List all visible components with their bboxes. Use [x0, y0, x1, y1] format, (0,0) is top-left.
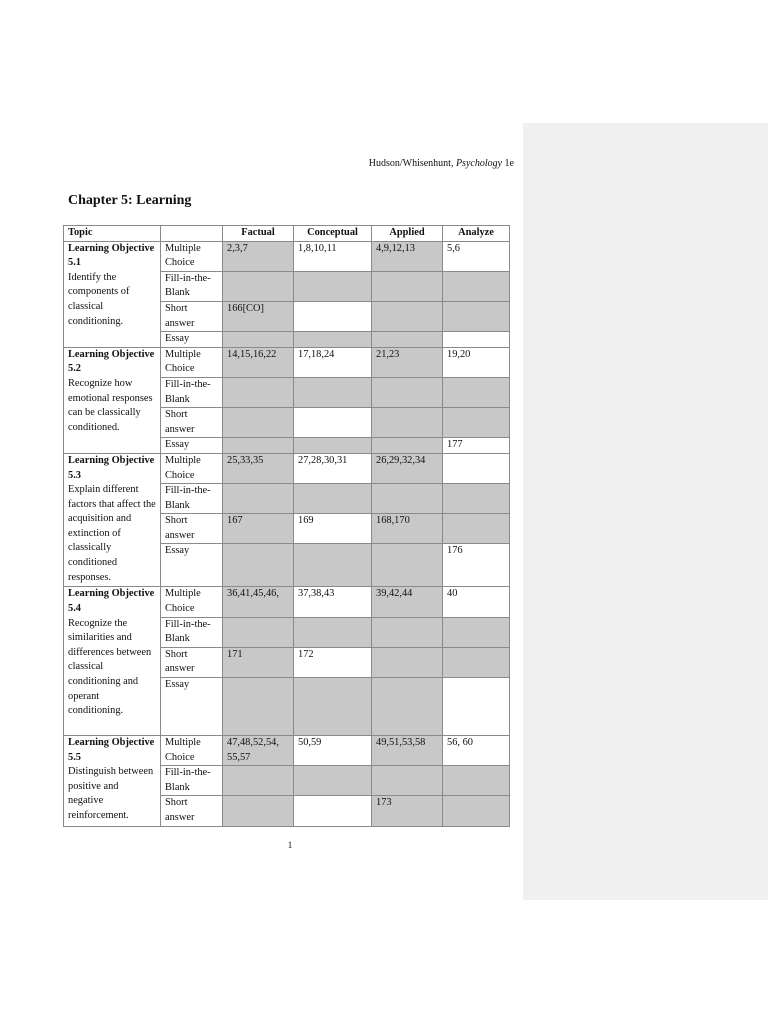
table-header-row — [64, 226, 510, 242]
conceptual-cell — [294, 484, 372, 514]
factual-cell: 166[CO] — [223, 301, 294, 331]
factual-cell — [223, 617, 294, 647]
running-header — [260, 158, 514, 169]
question-type-cell: Essay — [161, 678, 223, 736]
table-row — [64, 453, 510, 483]
objective-description: Explain different factors that affect the acquisition and extinction of classically conditioned responses. — [68, 484, 156, 583]
conceptual-cell: 17,18,24 — [294, 347, 372, 377]
analyze-cell — [443, 766, 510, 796]
applied-cell: 49,51,53,58 — [372, 736, 443, 766]
question-bank-table — [63, 225, 510, 827]
conceptual-cell: 172 — [294, 647, 372, 677]
conceptual-cell — [294, 332, 372, 348]
conceptual-cell: 169 — [294, 514, 372, 544]
header-factual: Factual — [223, 226, 294, 242]
analyze-cell: 40 — [443, 587, 510, 617]
factual-cell: 14,15,16,22 — [223, 347, 294, 377]
objective-description: Recognize the similarities and differences between classical conditioning and operant conditioning. — [68, 617, 152, 717]
question-type-cell: Essay — [161, 544, 223, 587]
applied-cell: 39,42,44 — [372, 587, 443, 617]
header-book-title: Psychology — [455, 158, 503, 169]
analyze-cell — [443, 796, 510, 826]
conceptual-cell — [294, 438, 372, 454]
factual-cell — [223, 484, 294, 514]
applied-cell — [372, 617, 443, 647]
question-type-cell: Fill-in-the-Blank — [161, 377, 223, 407]
conceptual-cell — [294, 408, 372, 438]
analyze-cell: 5,6 — [443, 241, 510, 271]
factual-cell: 47,48,52,54, 55,57 — [223, 736, 294, 766]
applied-cell — [372, 678, 443, 736]
objective-topic-cell — [64, 241, 161, 347]
applied-cell — [372, 438, 443, 454]
factual-cell: 25,33,35 — [223, 453, 294, 483]
table-row — [64, 736, 510, 766]
analyze-cell — [443, 617, 510, 647]
header-question-type — [161, 226, 223, 242]
factual-cell: 167 — [223, 514, 294, 544]
objective-topic-cell — [64, 587, 161, 736]
header-authors: Hudson/Whisenhunt, — [368, 158, 456, 169]
factual-cell — [223, 332, 294, 348]
applied-cell: 173 — [372, 796, 443, 826]
table-row — [64, 587, 510, 617]
question-type-cell: Fill-in-the-Blank — [161, 271, 223, 301]
factual-cell — [223, 377, 294, 407]
question-type-cell: Essay — [161, 332, 223, 348]
header-conceptual: Conceptual — [294, 226, 372, 242]
question-type-cell: Short answer — [161, 514, 223, 544]
table-row — [64, 347, 510, 377]
analyze-cell — [443, 408, 510, 438]
header-edition: 1e — [502, 158, 514, 169]
conceptual-cell — [294, 766, 372, 796]
factual-cell: 171 — [223, 647, 294, 677]
analyze-cell: 177 — [443, 438, 510, 454]
factual-cell: 36,41,45,46, — [223, 587, 294, 617]
applied-cell — [372, 544, 443, 587]
analyze-cell: 176 — [443, 544, 510, 587]
factual-cell — [223, 678, 294, 736]
conceptual-cell — [294, 617, 372, 647]
applied-cell — [372, 484, 443, 514]
analyze-cell — [443, 453, 510, 483]
objective-description: Distinguish between positive and negative reinforcement. — [68, 766, 154, 821]
question-type-cell: Fill-in-the-Blank — [161, 484, 223, 514]
applied-cell — [372, 301, 443, 331]
factual-cell — [223, 766, 294, 796]
analyze-cell: 19,20 — [443, 347, 510, 377]
objective-description: Identify the components of classical conditioning. — [68, 271, 130, 327]
analyze-cell — [443, 484, 510, 514]
analyze-cell: 56, 60 — [443, 736, 510, 766]
objective-title: Learning Objective 5.4 — [68, 588, 155, 615]
conceptual-cell — [294, 271, 372, 301]
analyze-cell — [443, 647, 510, 677]
objective-title: Learning Objective 5.2 — [68, 348, 155, 375]
conceptual-cell — [294, 678, 372, 736]
applied-cell — [372, 377, 443, 407]
objective-description: Recognize how emotional responses can be classically conditioned. — [68, 377, 153, 433]
applied-cell — [372, 271, 443, 301]
objective-title: Learning Objective 5.3 — [68, 454, 155, 481]
conceptual-cell — [294, 301, 372, 331]
question-type-cell: Multiple Choice — [161, 453, 223, 483]
comment-pane — [523, 123, 768, 900]
factual-cell — [223, 271, 294, 301]
applied-cell: 168,170 — [372, 514, 443, 544]
objective-title: Learning Objective 5.1 — [68, 242, 155, 269]
question-type-cell: Fill-in-the-Blank — [161, 766, 223, 796]
applied-cell — [372, 647, 443, 677]
question-type-cell: Multiple Choice — [161, 347, 223, 377]
question-type-cell: Essay — [161, 438, 223, 454]
objective-topic-cell — [64, 736, 161, 827]
applied-cell: 26,29,32,34 — [372, 453, 443, 483]
table-row — [64, 241, 510, 271]
factual-cell — [223, 438, 294, 454]
conceptual-cell: 37,38,43 — [294, 587, 372, 617]
applied-cell — [372, 332, 443, 348]
conceptual-cell: 50,59 — [294, 736, 372, 766]
question-type-cell: Short answer — [161, 301, 223, 331]
header-applied: Applied — [372, 226, 443, 242]
analyze-cell — [443, 678, 510, 736]
conceptual-cell — [294, 544, 372, 587]
analyze-cell — [443, 301, 510, 331]
factual-cell — [223, 544, 294, 587]
applied-cell: 21,23 — [372, 347, 443, 377]
applied-cell — [372, 766, 443, 796]
page-number: 1 — [287, 840, 293, 850]
question-type-cell: Fill-in-the-Blank — [161, 617, 223, 647]
analyze-cell — [443, 377, 510, 407]
question-type-cell: Short answer — [161, 647, 223, 677]
analyze-cell — [443, 514, 510, 544]
conceptual-cell: 27,28,30,31 — [294, 453, 372, 483]
conceptual-cell — [294, 377, 372, 407]
analyze-cell — [443, 271, 510, 301]
applied-cell — [372, 408, 443, 438]
objective-title: Learning Objective 5.5 — [68, 737, 155, 763]
factual-cell — [223, 408, 294, 438]
analyze-cell — [443, 332, 510, 348]
question-type-cell: Multiple Choice — [161, 241, 223, 271]
factual-cell: 2,3,7 — [223, 241, 294, 271]
chapter-title: Chapter 5: Learning — [68, 193, 192, 208]
objective-topic-cell — [64, 453, 161, 587]
applied-cell: 4,9,12,13 — [372, 241, 443, 271]
factual-cell — [223, 796, 294, 826]
question-type-cell: Short answer — [161, 796, 223, 826]
header-topic: Topic — [64, 226, 161, 242]
question-type-cell: Multiple Choice — [161, 736, 223, 766]
conceptual-cell — [294, 796, 372, 826]
objective-topic-cell — [64, 347, 161, 453]
conceptual-cell: 1,8,10,11 — [294, 241, 372, 271]
question-type-cell: Multiple Choice — [161, 587, 223, 617]
header-analyze: Analyze — [443, 226, 510, 242]
question-type-cell: Short answer — [161, 408, 223, 438]
